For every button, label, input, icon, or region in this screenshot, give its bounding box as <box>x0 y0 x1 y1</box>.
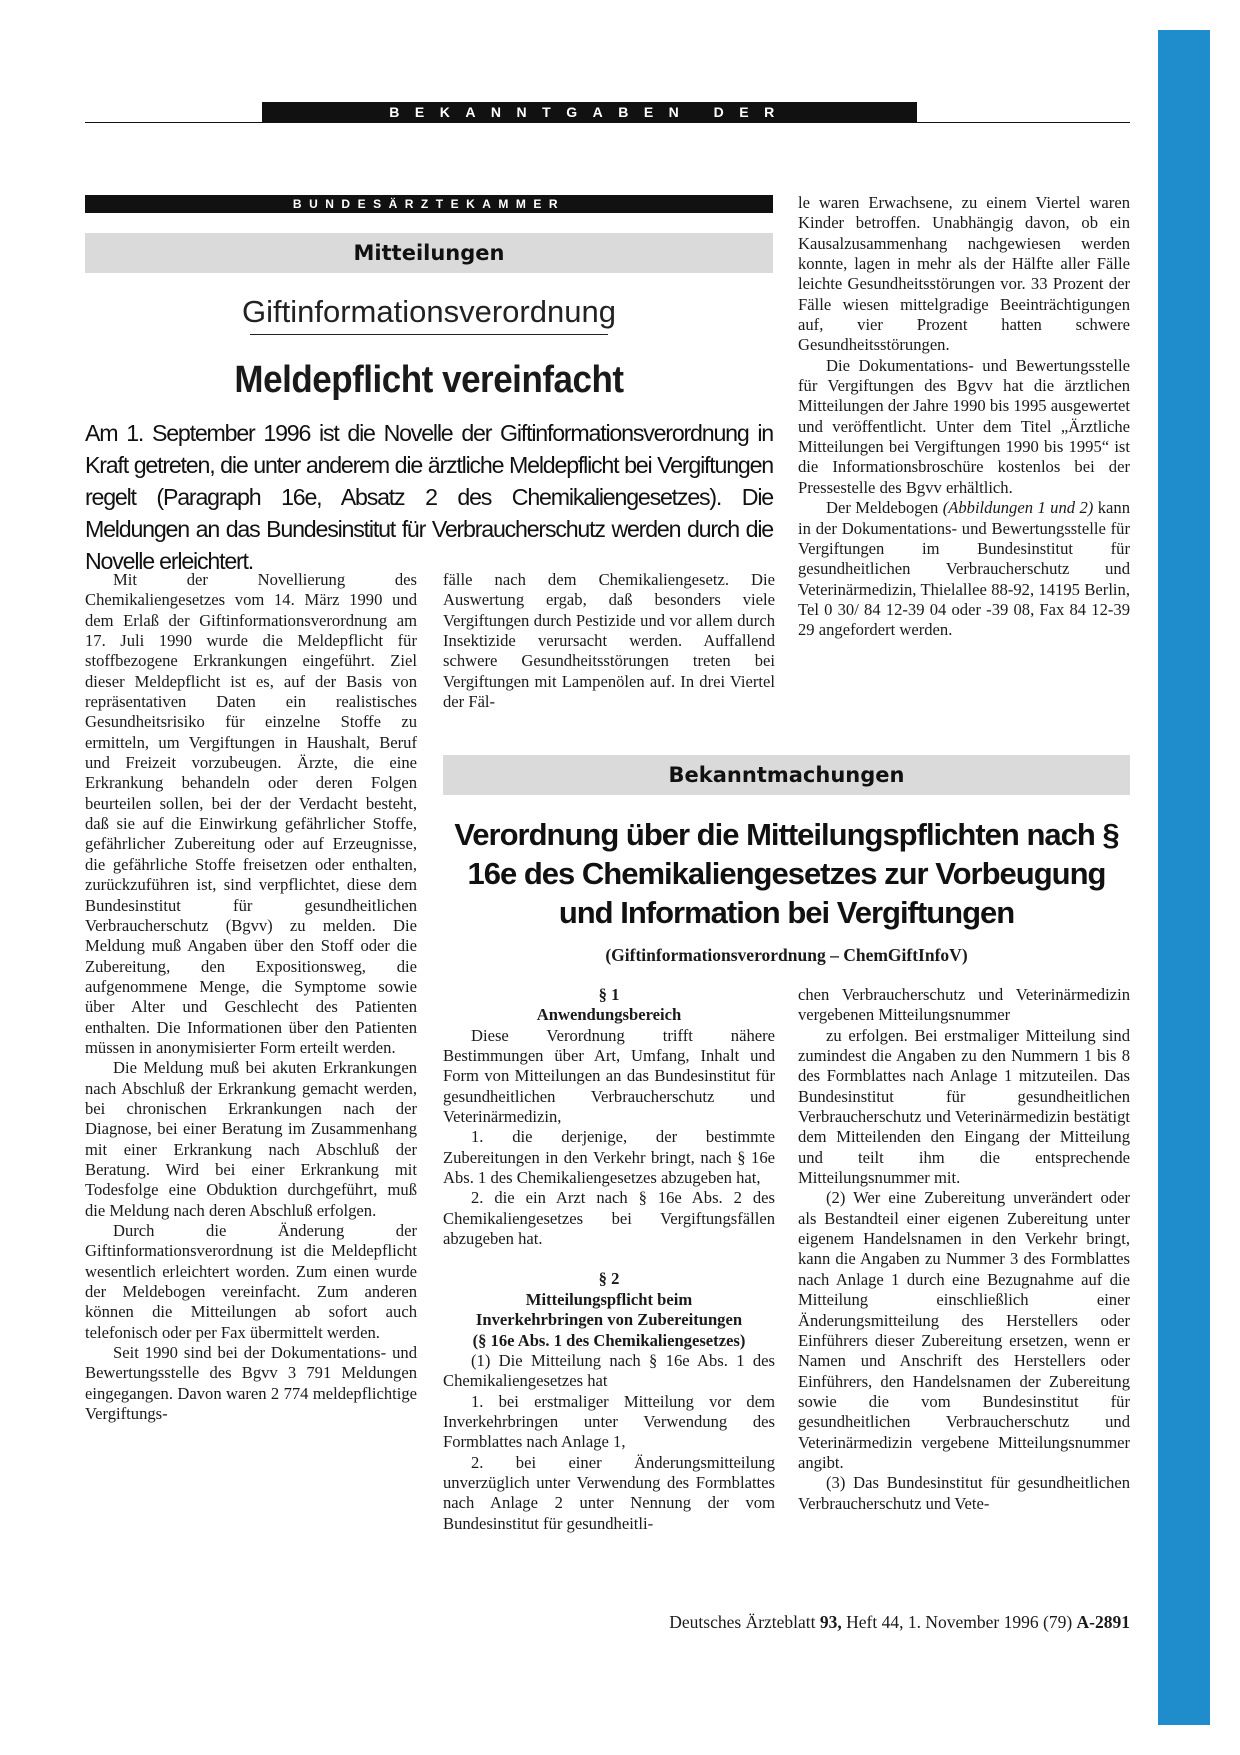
regulation-title: Verordnung über die Mitteilungspflichten nach § 16e des Chemikaliengesetzes zur Vorbeugung und Information bei Vergiftungen <box>454 817 1119 930</box>
article-column-3 <box>798 193 1130 641</box>
paragraph: zu erfolgen. Bei erstmaliger Mitteilung sind zumindest die Angaben zu den Nummern 1 bis 8 des Formblattes nach Anlage 1 mitzuteilen. Das Bundesinstitut für gesundheitlichen Verbraucherschutz und Veterinärmedizin bestätigt dem Mitteilenden den Eingang der Mitteilung und teilt ihm die entsprechende Mitteilungsnummer mit. <box>798 1025 1130 1188</box>
paragraph-text: Der Meldebogen <box>826 498 943 518</box>
list-item: 1. bei erstmaliger Mitteilung vor dem Inverkehrbringen unter Verwendung des Formblattes nach Anlage 1, <box>443 1391 775 1452</box>
section-heading: Anwendungsbereich <box>536 1005 682 1025</box>
section-title-bekanntmachungen: Bekanntmachungen <box>443 755 1130 795</box>
list-item: 1. die derjenige, der bestimmte Zubereitungen in den Verkehr bringt, nach § 16e Abs. 1 des Chemikaliengesetzes abzugeben hat, <box>443 1127 775 1188</box>
page-number: A-2891 <box>1076 1612 1130 1632</box>
article-headline: Meldepflicht vereinfacht <box>234 359 624 401</box>
figure-reference: (Abbildungen 1 und 2) <box>942 498 1094 518</box>
paragraph: (2) Wer eine Zubereitung unverändert oder als Bestandteil einer eigenen Zubereitung unter eigenem Handelsnamen in den Verkehr bringt, kann die Angaben zu Nummer 3 des Formblattes nach Anlage 1 durch eine Bezugnahme auf die Mitteilung einschließlich einer Änderungsmitteilung des Herstellers oder Einführers dieser Zubereitung ersetzen, wenn er Namen und Anschrift des Herstellers oder Einführers, den Handelsnamen der Zubereitung sowie die vom Bundesinstitut für gesundheitlichen Verbraucherschutz und Veterinärmedizin vergebene Mitteilungsnummer angibt. <box>798 1188 1130 1472</box>
regulation-subtitle: (Giftinformationsverordnung – ChemGiftInfoV) <box>605 945 968 965</box>
journal-name: Deutsches Ärzteblatt <box>669 1612 820 1632</box>
article-column-1 <box>85 570 417 1424</box>
paragraph: fälle nach dem Chemikaliengesetz. Die Auswertung ergab, daß besonders viele Vergiftungen durch Pestizide und vor allem durch Insektizide verursacht werden. Auffallend schwere Gesundheitsstörungen treten bei Vergiftungen mit Lampenölen auf. In drei Viertel der Fäl- <box>443 570 775 712</box>
regulation-column-1 <box>443 985 775 1534</box>
paragraph: Diese Verordnung trifft nähere Bestimmungen über Art, Umfang, Inhalt und Form von Mitteilungen an das Bundesinstitut für gesundheitlichen Verbraucherschutz und Veterinärmedizin, <box>443 1025 775 1127</box>
article-lead: Am 1. September 1996 ist die Novelle der Giftinformationsverordnung in Kraft getreten, die unter anderem die ärztliche Meldepflicht bei Vergiftungen regelt (Paragraph 16e, Absatz 2 des Chemikaliengesetzes). Die Meldungen an das Bundesinstitut für Verbraucherschutz werden durch die Novelle erleichtert. <box>85 420 773 574</box>
volume-number: 93, <box>819 1612 842 1632</box>
section-heading: (§ 16e Abs. 1 des Chemikaliengesetzes) <box>472 1330 746 1350</box>
section-title-mitteilungen: Mitteilungen <box>85 233 773 273</box>
paragraph: le waren Erwachsene, zu einem Viertel waren Kinder betroffen. Unabhängig davon, ob ein Kausalzusammenhang nachgewiesen werden konnte, lagen in mehr als der Hälfte aller Fälle leichte Gesundheitsstörungen vor. 33 Prozent der Fälle wiesen mittelgradige Beeinträchtigungen auf, vier Prozent hatten schwere Gesundheitsstörungen. <box>798 193 1130 355</box>
paragraph: (1) Die Mitteilung nach § 16e Abs. 1 des Chemikaliengesetzes hat <box>443 1350 775 1391</box>
paragraph: Seit 1990 sind bei der Dokumentations- und Bewertungsstelle des Bgvv 3 791 Meldungen eingegangen. Davon waren 2 774 meldepflichtige Vergiftungs- <box>85 1343 417 1424</box>
section-number: § 1 <box>598 985 620 1004</box>
section-number: § 2 <box>598 1269 620 1289</box>
section-heading: Inverkehrbringen von Zubereitungen <box>475 1310 743 1330</box>
kicker-underline <box>250 334 608 335</box>
regulation-column-2 <box>798 985 1130 1514</box>
paragraph: Durch die Änderung der Giftinformationsverordnung ist die Meldepflicht wesentlich erleichtert worden. Zum einen wurde der Meldebogen vereinfacht. Zum anderen können die Mitteilungen ab sofort auch telefonisch oder per Fax übermittelt werden. <box>85 1221 417 1342</box>
paragraph <box>798 498 1130 640</box>
section-heading: Mitteilungspflicht beim <box>525 1289 693 1309</box>
paragraph: Mit der Novellierung des Chemikaliengesetzes vom 14. März 1990 und dem Erlaß der Giftinformationsverordnung am 17. Juli 1990 wurde die Meldepflicht für stoffbezogene Erkrankungen eingeführt. Ziel dieser Meldepflicht ist es, auf der Basis von repräsentativen Daten ein realistisches Gesundheitsrisiko für einzelne Stoffe zu ermitteln, um Vergiftungen in Haushalt, Beruf und Freizeit vorzubeugen. Ärzte, die eine Erkrankung behandeln oder deren Folgen beurteilen sollen, bei der der Verdacht besteht, daß sie auf die Einwirkung gefährlicher Stoffe, gefährlicher Zubereitung oder auf Erzeugnisse, die gefährliche Stoffe freisetzen oder enthalten, zurückzuführen ist, sind verpflichtet, diese dem Bundesinstitut für gesundheitlichen Verbraucherschutz (Bgvv) zu melden. Die Meldung muß Angaben über den Stoff oder die Zubereitung, den Expositionsweg, die aufgenommene Menge, die Symptome sowie über Alter und Geschlecht des Patienten enthalten. Die Informationen über den Patienten müssen in anonymisierter Form erteilt werden. <box>85 570 417 1057</box>
header-label: BEKANNTGABEN DER HERAUSGEBER <box>262 102 917 123</box>
section-label: BUNDESÄRZTEKAMMER <box>85 195 773 213</box>
paragraph: (3) Das Bundesinstitut für gesundheitlichen Verbraucherschutz und Vete- <box>798 1473 1130 1513</box>
list-item: 2. die ein Arzt nach § 16e Abs. 2 des Chemikaliengesetzes bei Vergiftungsfällen abzugeben hat. <box>443 1188 775 1249</box>
list-item: 2. bei einer Änderungsmitteilung unverzüglich unter Verwendung des Formblattes nach Anlage 2 unter Nennung der vom Bundesinstitut für gesundheitli- <box>443 1452 775 1533</box>
issue-info: Heft 44, 1. November 1996 (79) <box>841 1612 1077 1632</box>
header-rule <box>85 122 1130 123</box>
paragraph: Die Dokumentations- und Bewertungsstelle für Vergiftungen des Bgvv hat die ärztlichen Mitteilungen der Jahre 1990 bis 1995 ausgewertet und veröffentlicht. Unter dem Titel „Ärztliche Mitteilungen bei Vergiftungen 1990 bis 1995“ ist die Informationsbroschüre kostenlos bei der Pressestelle des Bgvv erhältlich. <box>798 355 1130 497</box>
article-column-2 <box>443 570 775 712</box>
edge-accent-strip <box>1158 30 1210 1725</box>
page-footer <box>590 1612 1130 1633</box>
paragraph: Die Meldung muß bei akuten Erkrankungen nach Abschluß der Erkrankung gemacht werden, bei chronischen Erkrankungen nach der Diagnose, bei einer Beratung im Zusammenhang mit einer Erkrankung nach Abschluß der Beratung. Wird bei einer Erkrankung mit Todesfolge eine Obduktion durchgeführt, muß die Meldung nach deren Abschluß erfolgen. <box>85 1058 417 1220</box>
paragraph: chen Verbraucherschutz und Veterinärmedizin vergebenen Mitteilungsnummer <box>798 985 1130 1025</box>
paragraph-text: kann in der Dokumentations- und Bewertungsstelle für Vergiftungen im Bundesinstitut für gesundheitlichen Verbraucherschutz und Veterinärmedizin, Thielallee 88-92, 14195 Berlin, Tel 0 30/ 84 12-39 04 oder -39 08, Fax 84 12-39 29 angefordert werden. <box>798 498 1130 640</box>
article-kicker: Giftinformationsverordnung <box>242 294 616 329</box>
